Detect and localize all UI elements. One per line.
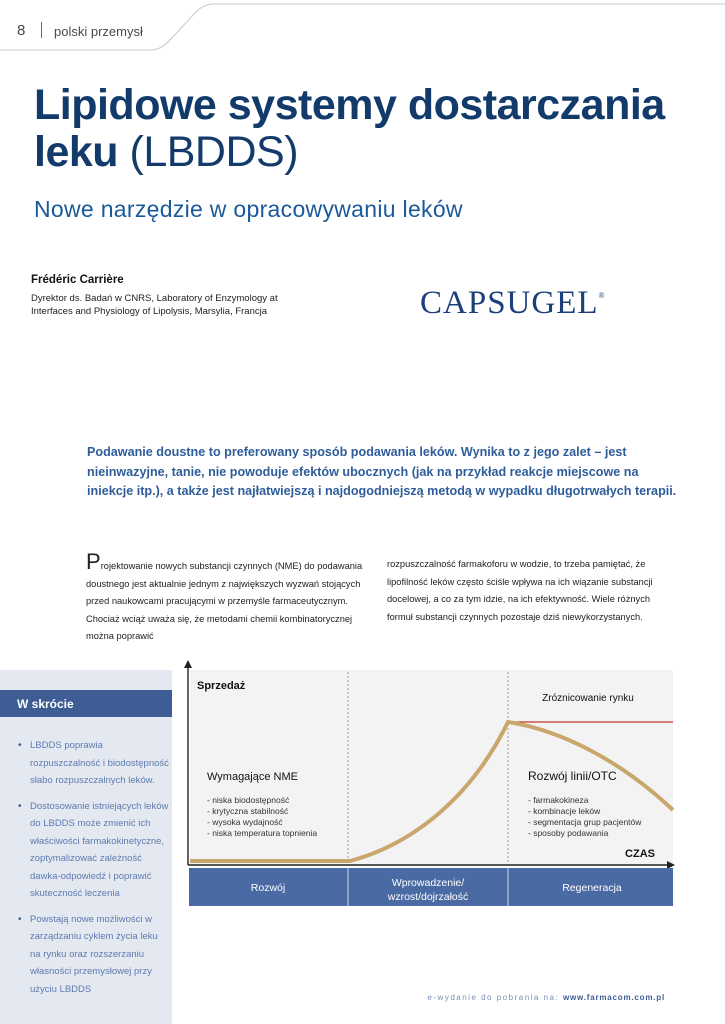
body-column-2: rozpuszczalność farmakoforu w wodzie, to trzeba pamiętać, że lipofilność leków często ściśle wpływa na ich wiązanie substancji docelowej, a co za tym idzie, na ich efektywność. Wiele różnych formuł substancji czynnych pozostaje dziś niewykorzystanych. [387, 559, 653, 622]
sidebar-item [18, 737, 170, 790]
sidebar-item [18, 911, 170, 999]
phase-label-growth-1: Wprowadzenie/ [391, 877, 465, 889]
title-bold: Lipidowe systemy dostarczania leku [34, 81, 665, 176]
body-text-1: rojektowanie nowych substancji czynnych (NME) do podawania doustnego jest aktualnie jednym z największych wyzwań stojących przed naukowcami pracującymi w przemyśle farmaceutycznym. Chociaż wciąż uważa się, że metodami chemii kombinatorycznej można poprawić [86, 561, 363, 641]
section-name: polski przemysł [54, 24, 143, 39]
x-axis-label: CZAS [625, 848, 655, 860]
sidebar-item [18, 798, 170, 903]
sidebar-item-text: Dostosowanie istniejących leków do LBDDS może zmienić ich właściwości farmakokinetyczne, zoptymalizować zależność dawka-odpowiedź i poprawić skuteczność leczenia [30, 800, 169, 899]
left-box-item: - niska biodostępność [207, 795, 290, 805]
left-box-title: Wymagające NME [207, 771, 298, 783]
article-lead: Podawanie doustne to preferowany sposób podawania leków. Wynika to z jego zalet – jest nieinwazyjne, tanie, nie powoduje efektów ubocznych (jak na przykład reakcje miejscowe na iniekcje itp.), a także jest najłatwiejszą i najdogodniejszą metodą w wypadku długotrwałych terapii. [87, 445, 677, 498]
sidebar-item-text: Powstają nowe możliwości w zarządzaniu cyklem życia leku na rynku oraz rozszerzaniu własności przemysłowej przy użyciu LBDDS [30, 913, 158, 995]
y-axis-label: Sprzedaż [197, 680, 246, 692]
footer-prefix: e-wydanie do pobrania na: [427, 993, 560, 1002]
sidebar-heading: W skrócie [0, 690, 172, 717]
author-name: Frédéric Carrière [31, 274, 124, 286]
phase-label-development: Rozwój [250, 882, 286, 894]
right-box-title: Rozwój linii/OTC [528, 769, 617, 783]
product-lifecycle-chart [180, 660, 675, 910]
bullet-icon: • [18, 800, 22, 812]
right-box-item: - sposoby podawania [528, 828, 609, 838]
registered-mark: ® [598, 291, 606, 300]
left-box-item: - wysoka wydajność [207, 817, 283, 827]
right-box-item: - farmakokineza [528, 795, 589, 805]
page-header [0, 0, 725, 52]
title-abbreviation: (LBDDS) [129, 128, 299, 176]
page-footer [427, 993, 665, 1002]
logo-text: CAPSUGEL [420, 285, 599, 321]
article-subtitle: Nowe narzędzie w opracowywaniu leków [34, 196, 463, 222]
bullet-icon: • [18, 740, 22, 751]
sidebar-list [18, 737, 170, 1006]
footer-url[interactable]: www.farmacom.com.pl [562, 993, 665, 1002]
phase-label-regeneration: Regeneracja [562, 882, 622, 894]
bullet-icon: • [18, 913, 22, 925]
page-number: 8 [17, 22, 26, 39]
body-column-1 [86, 549, 371, 646]
capsugel-logo [420, 285, 606, 322]
drop-cap: P [86, 549, 101, 574]
sidebar-item-text: LBDDS poprawia rozpuszczalność i biodostępność słabo rozpuszczalnych leków. [30, 740, 169, 786]
author-affiliation: Dyrektor ds. Badań w CNRS, Laboratory of Enzymology at Interfaces and Physiology of Lipolysis, Marsylia, Francja [31, 293, 278, 317]
right-box-item: - segmentacja grup pacjentów [528, 817, 642, 827]
header-separator [41, 22, 42, 38]
article-title [34, 82, 694, 176]
right-box-item: - kombinacje leków [528, 806, 601, 816]
market-label: Zróznicowanie rynku [542, 693, 634, 704]
left-box-item: - niska temperatura topnienia [207, 828, 318, 838]
y-axis-arrow-icon [184, 660, 192, 668]
phase-label-growth-2: wzrost/dojrzałość [387, 891, 469, 903]
left-box-item: - krytyczna stabilność [207, 806, 289, 816]
